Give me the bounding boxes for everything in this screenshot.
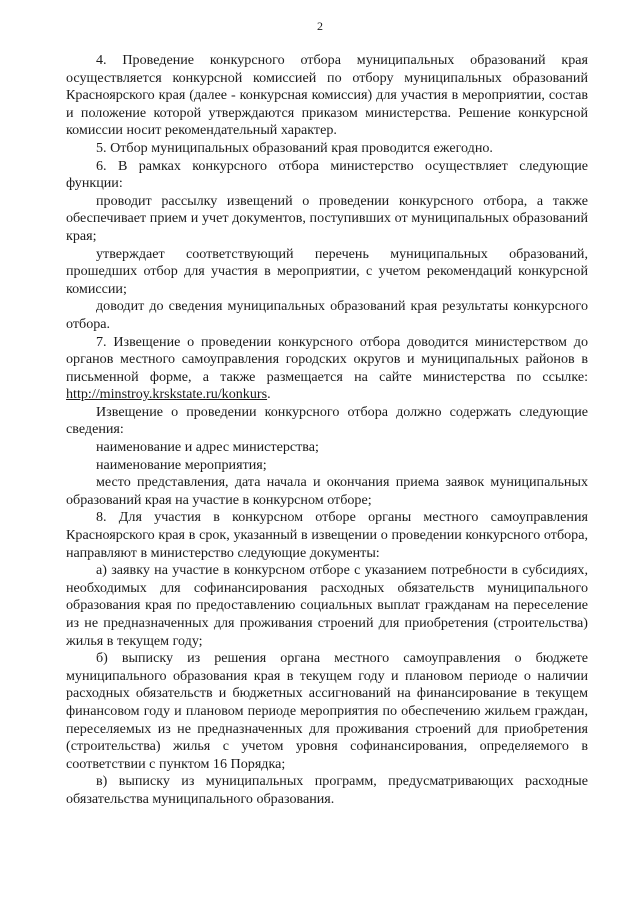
paragraph-7 xyxy=(66,334,588,404)
paragraph-4: 4. Проведение конкурсного отбора муниципальных образований края осуществляется конкурсной комиссией по отбору муниципальных образований Красноярского края (далее - конкурсная комиссия) для участия в мероприятии, состав и положение которой утверждаются приказом министерства. Решение конкурсной комиссии носит рекомендательный характер. xyxy=(66,52,588,139)
paragraph-6-item-1: проводит рассылку извещений о проведении конкурсного отбора, а также обеспечивает прием и учет документов, поступивших от муниципальных образований края; xyxy=(66,192,588,244)
paragraph-6-item-2: утверждает соответствующий перечень муниципальных образований, прошедших отбор для участия в мероприятии, с учетом рекомендаций конкурсной комиссии; xyxy=(66,245,588,297)
paragraph-7-item-2: наименование мероприятия; xyxy=(96,456,267,473)
page-number: 2 xyxy=(317,19,323,33)
paragraph-8: 8. Для участия в конкурсном отборе органы местного самоуправления Красноярского края в срок, указанный в извещении о проведении конкурсного отбора, направляют в министерство следующие документы: xyxy=(66,509,588,561)
document-body xyxy=(66,52,588,809)
paragraph-7-end: . xyxy=(267,386,271,403)
paragraph-6: 6. В рамках конкурсного отбора министерство осуществляет следующие функции: xyxy=(66,157,588,192)
paragraph-7-item-1: наименование и адрес министерства; xyxy=(96,439,319,456)
paragraph-5: 5. Отбор муниципальных образований края проводится ежегодно. xyxy=(96,139,493,156)
paragraph-8-item-c: в) выписку из муниципальных программ, предусматривающих расходные обязательства муниципального образования. xyxy=(66,773,588,807)
paragraph-8-item-b: б) выписку из решения органа местного самоуправления о бюджете муниципального образования края в текущем году и плановом периоде о наличии расходных обязательств и бюджетных ассигнований на финансирование в текущем финансовом году и плановом периоде мероприятия по обеспечению жильем граждан, переселяемых из не предназначенных для проживания строений для приобретения (строительства) жилья с учетом уровня софинансирования, определяемого в соответствии с пунктом 16 Порядка; xyxy=(66,650,588,772)
paragraph-8-item-a: а) заявку на участие в конкурсном отборе с указанием потребности в субсидиях, необходимых для софинансирования расходных обязательств муниципального образования края по предоставлению социальных выплат гражданам на переселение из не предназначенных для проживания строений для приобретения (строительства) жилья в текущем году; xyxy=(66,562,588,649)
paragraph-7-item-3: место представления, дата начала и окончания приема заявок муниципальных образований края на участие в конкурсном отборе; xyxy=(66,474,588,508)
paragraph-6-item-3: доводит до сведения муниципальных образований края результаты конкурсного отбора. xyxy=(66,298,588,332)
paragraph-7-text: 7. Извещение о проведении конкурсного отбора доводится министерством до органов местного самоуправления городских округов и муниципальных районов в письменной форме, а также размещается на сайте министерства по ссылке: xyxy=(66,333,588,385)
konkurs-link[interactable]: http://minstroy.krskstate.ru/konkurs xyxy=(66,386,268,403)
paragraph-7-notice-content: Извещение о проведении конкурсного отбора должно содержать следующие сведения: xyxy=(66,403,588,438)
